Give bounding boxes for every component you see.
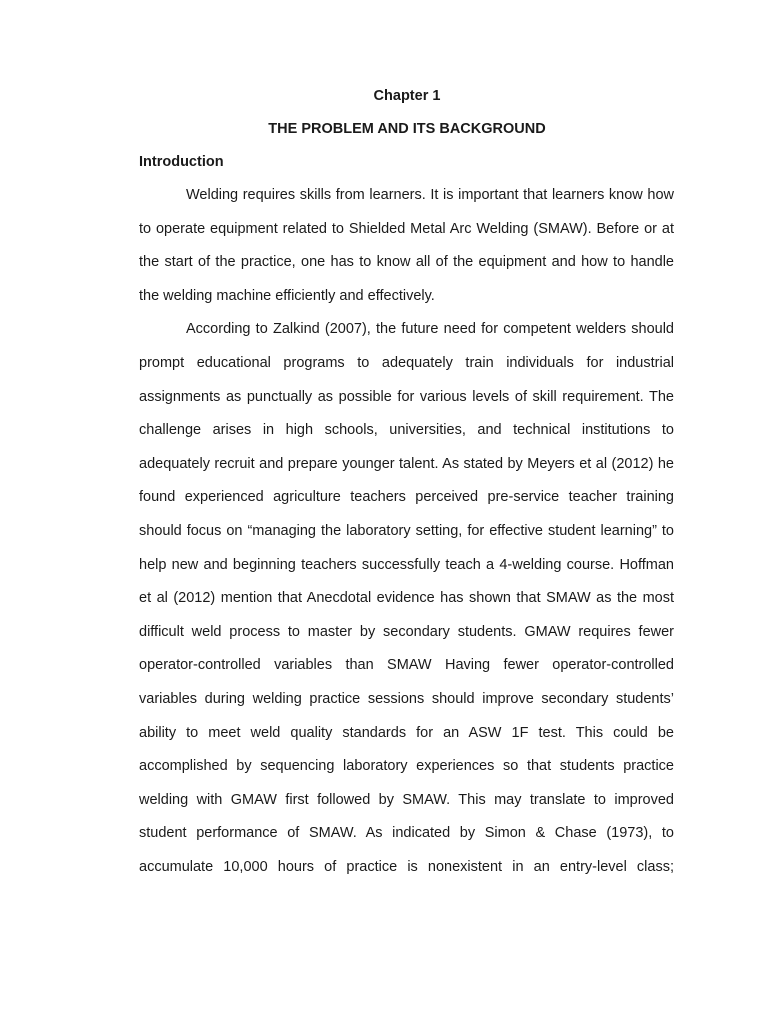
paragraph: Welding requires skills from learners. It is important that learners know how to operate equipment related to Shielded Metal Arc Welding (SMAW). Before or at the start of the practice, one has to know all of the equipment and how to handle the welding machine efficiently and effectively. [139,187,674,304]
paragraph: According to Zalkind (2007), the future need for competent welders should prompt educational programs to adequately train individuals for industrial assignments as punctually as possible for various levels of skill requirement. The challenge arises in high schools, universities, and technical institutions to adequately recruit and prepare younger talent. As stated by Meyers et al (2012) he found experienced agriculture teachers perceived pre-service teacher training should focus on “managing the laboratory setting, for effective student learning” to help new and beginning teachers successfully teach a 4-welding course. Hoffman et al (2012) mention that Anecdotal evidence has shown that SMAW as the most difficult weld process to master by secondary students. GMAW requires fewer operator-controlled variables than SMAW Having fewer operator-controlled variables during welding practice sessions should improve secondary students’ ability to meet weld quality standards for an ASW 1F test. This could be accomplished by sequencing laboratory experiences so that students practice welding with GMAW first followed by SMAW. This may translate to improved student performance of SMAW. As indicated by Simon & Chase (1973), to accumulate 10,000 hours of practice is nonexistent in an entry-level class; [139,321,674,875]
chapter-label: Chapter 1 [373,88,441,104]
chapter-title: THE PROBLEM AND ITS BACKGROUND [268,121,546,137]
body-text [139,179,674,939]
section-heading: Introduction [139,154,224,170]
